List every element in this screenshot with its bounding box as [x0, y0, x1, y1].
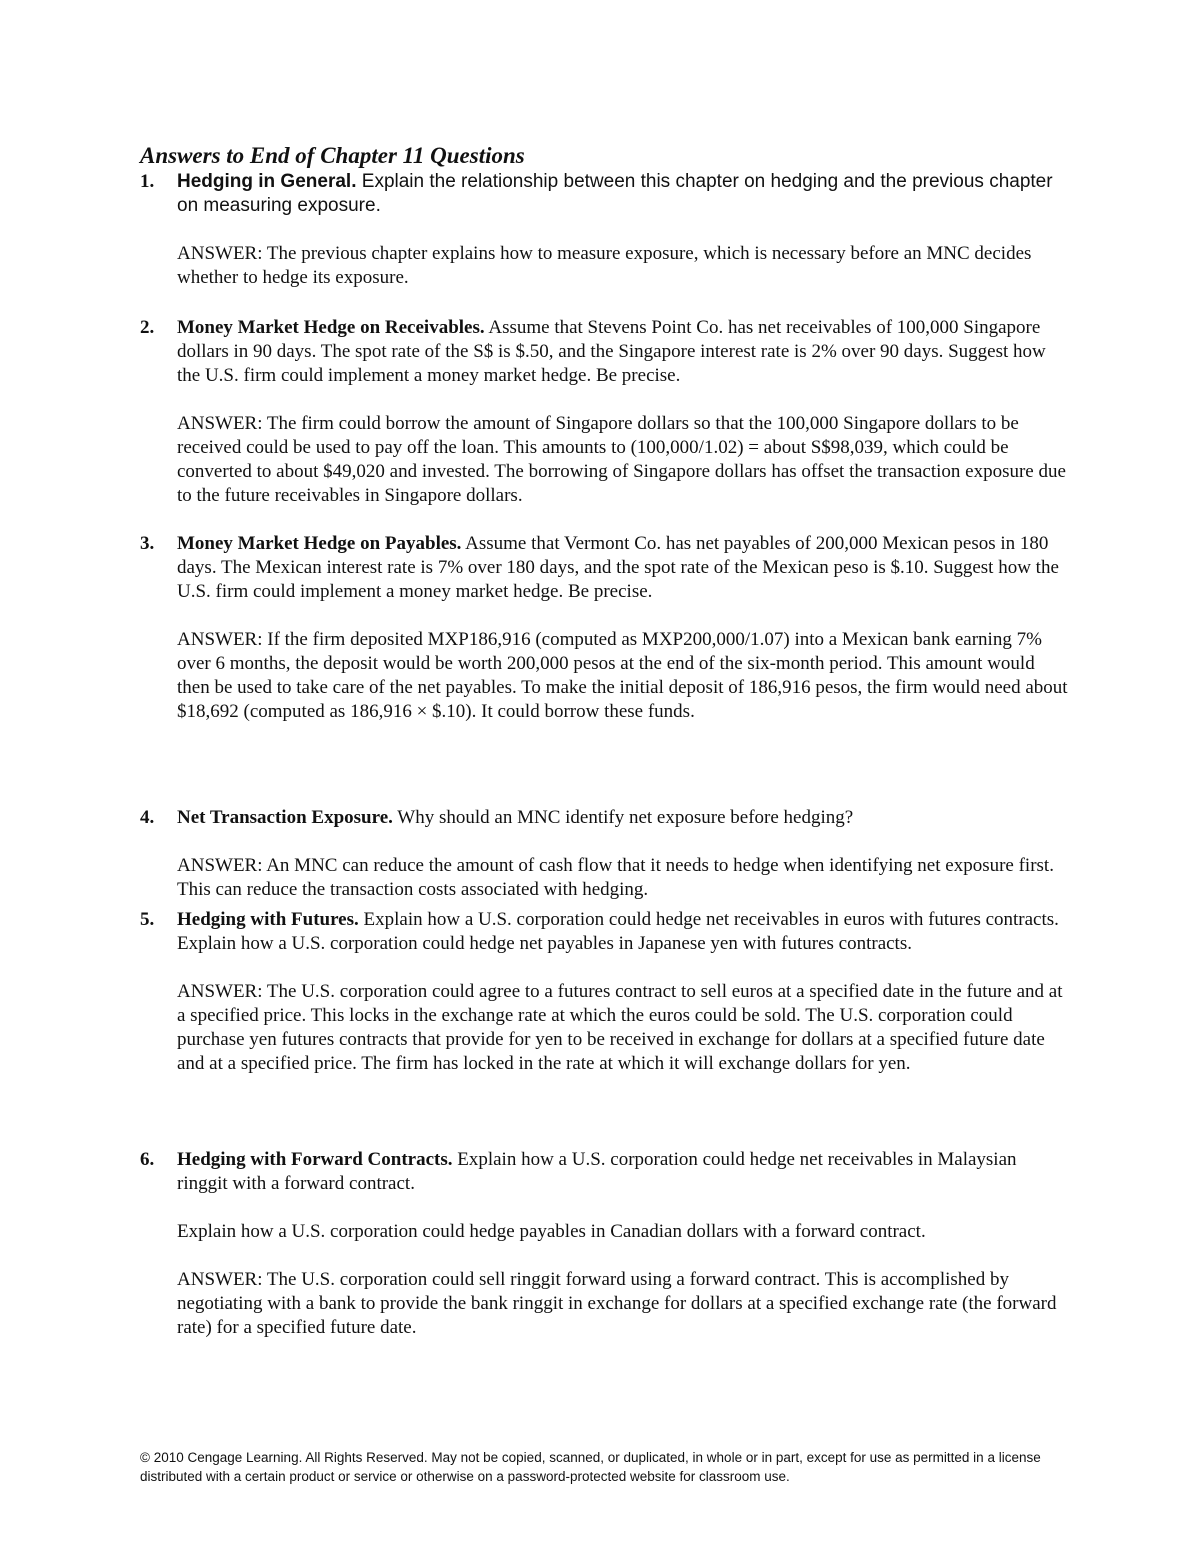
question-text: Assume that Vermont Co. has net payables of 200,000 Mexican pesos in 180 days. The Mexican interest rate is 7% over 180 days, and the spot rate of the Mexican peso is $.10. Suggest how the U.S. firm could implement a money market hedge. Be precise.: [177, 533, 1059, 602]
question-number: 1.: [140, 171, 155, 192]
question-prompt: [177, 908, 1070, 956]
question-text: Why should an MNC identify net exposure before hedging?: [397, 807, 854, 828]
question-prompt: [177, 532, 1070, 604]
question-heading: Hedging with Futures.: [177, 909, 359, 930]
question-heading: Net Transaction Exposure.: [177, 807, 393, 828]
question-2: [140, 316, 1070, 508]
question-4: [140, 806, 1070, 902]
question-text: Explain how a U.S. corporation could hedge net receivables in Malaysian ringgit with a forward contract.: [177, 1149, 1017, 1194]
answer-text: ANSWER: The previous chapter explains how to measure exposure, which is necessary before an MNC decides whether to hedge its exposure.: [177, 243, 1032, 288]
question-heading: Hedging in General.: [177, 171, 357, 192]
question-6: [140, 1148, 1070, 1340]
answer-text: ANSWER: The U.S. corporation could agree to a futures contract to sell euros at a specified date in the future and at a specified price. This locks in the exchange rate at which the euros could be sold. The U.S. corporation could purchase yen futures contracts that provide for yen to be received in exchange for dollars at a specified future date and at a specified price. The firm has locked in the rate at which it will exchange dollars for yen.: [177, 981, 1063, 1074]
page-title: Answers to End of Chapter 11 Questions: [140, 143, 525, 168]
question-text: Explain how a U.S. corporation could hedge net receivables in euros with futures contracts. Explain how a U.S. corporation could hedge net payables in Japanese yen with futures contracts.: [177, 909, 1059, 954]
question-prompt: [177, 316, 1070, 388]
question-number: 2.: [140, 317, 155, 338]
answer-text: ANSWER: If the firm deposited MXP186,916 (computed as MXP200,000/1.07) into a Mexican bank earning 7% over 6 months, the deposit would be worth 200,000 pesos at the end of the six-month period. This amount would then be used to take care of the net payables. To make the initial deposit of 186,916 pesos, the firm would need about $18,692 (computed as 186,916 × $.10). It could borrow these funds.: [177, 629, 1068, 722]
question-1: [140, 170, 1070, 290]
answer-text: ANSWER: The U.S. corporation could sell ringgit forward using a forward contract. This is accomplished by negotiating with a bank to provide the bank ringgit in exchange for dollars at a specified exchange rate (the forward rate) for a specified future date.: [177, 1269, 1057, 1338]
question-number: 5.: [140, 909, 155, 930]
question-prompt: [177, 806, 1070, 830]
question-heading: Money Market Hedge on Receivables.: [177, 317, 485, 338]
question-heading: Hedging with Forward Contracts.: [177, 1149, 453, 1170]
question-prompt-secondary: Explain how a U.S. corporation could hedge payables in Canadian dollars with a forward contract.: [177, 1221, 926, 1242]
answer-text: ANSWER: The firm could borrow the amount of Singapore dollars so that the 100,000 Singapore dollars to be received could be used to pay off the loan. This amounts to (100,000/1.02) = about S$98,039, which could be converted to about $49,020 and invested. The borrowing of Singapore dollars has offset the transaction exposure due to the future receivables in Singapore dollars.: [177, 413, 1066, 506]
question-number: 6.: [140, 1149, 155, 1170]
answer-text: ANSWER: An MNC can reduce the amount of cash flow that it needs to hedge when identifying net exposure first. This can reduce the transaction costs associated with hedging.: [177, 855, 1054, 900]
question-text: Explain the relationship between this chapter on hedging and the previous chapter on measuring exposure.: [177, 171, 1053, 216]
question-heading: Money Market Hedge on Payables.: [177, 533, 462, 554]
question-number: 4.: [140, 807, 155, 828]
copyright-footer: © 2010 Cengage Learning. All Rights Reserved. May not be copied, scanned, or duplicated, in whole or in part, except for use as permitted in a license distributed with a certain product or service or otherwise on a password-protected website for classroom use.: [140, 1450, 1041, 1484]
question-5: [140, 908, 1070, 1076]
question-text: Assume that Stevens Point Co. has net receivables of 100,000 Singapore dollars in 90 days. The spot rate of the S$ is $.50, and the Singapore interest rate is 2% over 90 days. Suggest how the U.S. firm could implement a money market hedge. Be precise.: [177, 317, 1046, 386]
question-3: [140, 532, 1070, 724]
question-prompt: [177, 170, 1070, 218]
question-prompt: [177, 1148, 1070, 1196]
question-number: 3.: [140, 533, 155, 554]
